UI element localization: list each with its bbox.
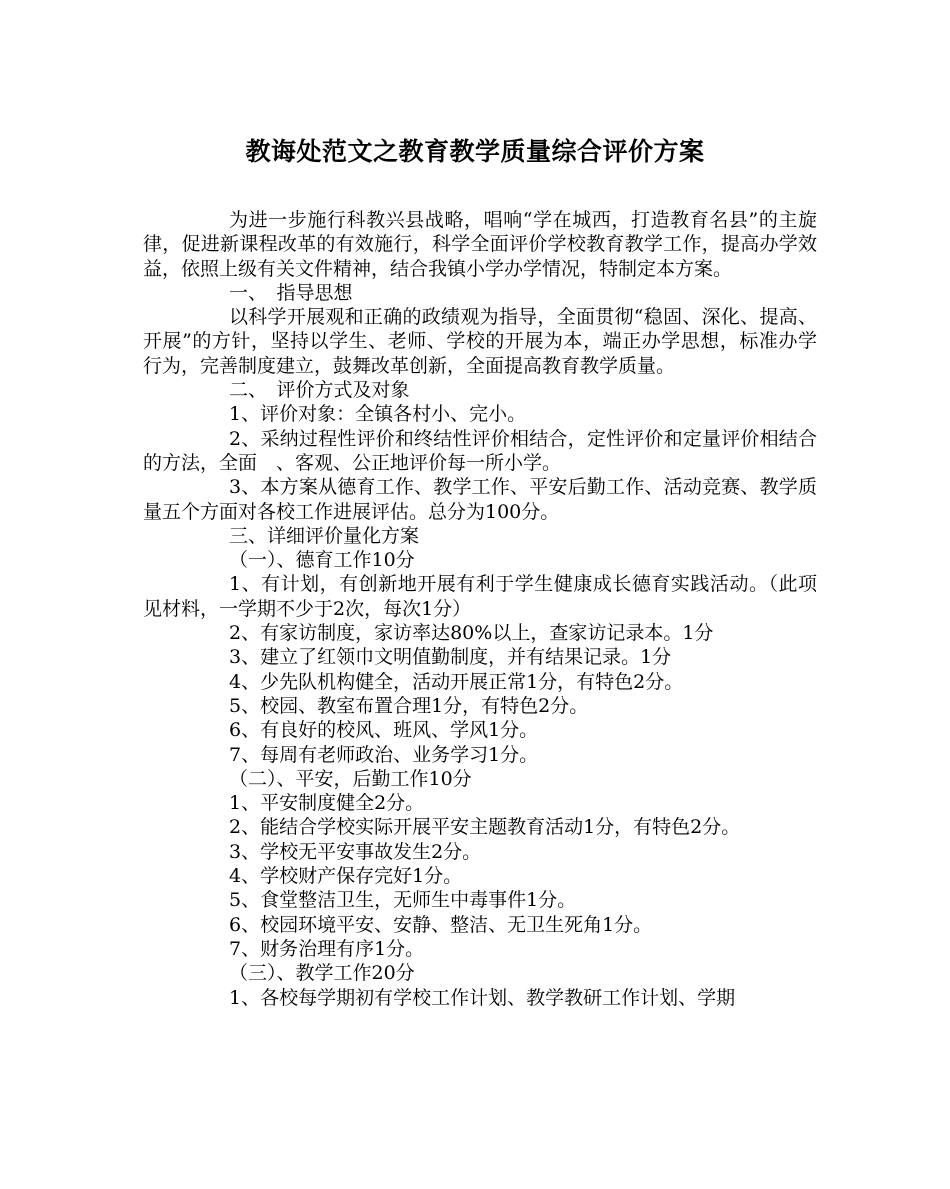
list-item: 5、食堂整洁卫生，无师生中毒事件1分。 bbox=[229, 889, 577, 912]
list-item: 4、学校财产保存完好1分。 bbox=[229, 865, 463, 888]
subsection-heading-safety-logistics: （二）、平安，后勤工作10分 bbox=[229, 767, 472, 790]
list-item: 6、校园环境平安、安静、整洁、无卫生死角1分。 bbox=[229, 913, 653, 936]
document-title: 教诲处范文之教育教学质量综合评价方案 bbox=[245, 137, 705, 166]
list-item: 1、平安制度健全2分。 bbox=[229, 792, 425, 815]
section-heading-guiding-thought: 一、 指导思想 bbox=[229, 281, 353, 304]
list-item: 3、建立了红领巾文明值勤制度，并有结果记录。1分 bbox=[229, 646, 672, 669]
list-item: 4、少先队机构健全，活动开展正常1分，有特色2分。 bbox=[229, 670, 684, 693]
section-heading-evaluation-method: 二、 评价方式及对象 bbox=[229, 379, 410, 402]
subsection-heading-moral-education: （一）、德育工作10分 bbox=[229, 549, 415, 572]
list-item: 5、校园、教室布置合理1分，有特色2分。 bbox=[229, 694, 589, 717]
list-item: 6、有良好的校风、班风、学风1分。 bbox=[229, 719, 539, 742]
list-item: 1、各校每学期初有学校工作计划、教学教研工作计划、学期 bbox=[229, 986, 736, 1009]
list-item: 7、每周有老师政治、业务学习1分。 bbox=[229, 743, 539, 766]
document-body bbox=[143, 208, 817, 1010]
list-item: 7、财务治理有序1分。 bbox=[229, 937, 425, 960]
subsection-heading-teaching: （三）、教学工作20分 bbox=[229, 962, 415, 985]
list-item: 3、学校无平安事故发生2分。 bbox=[229, 840, 482, 863]
paragraph-guiding-thought: 以科学开展观和正确的政绩观为指导，全面贯彻“稳固、深化、提高、开展”的方针，坚持以学生、老师、学校的开展为本，端正办学思想，标准办学行为，完善制度建立，鼓舞改革创新，全面提高教育教学质量。 bbox=[143, 306, 817, 377]
list-item: 2、采纳过程性评价和终结性评价相结合，定性评价和定量评价相结合的方法，全面 、客观、公正地评价每一所小学。 bbox=[143, 427, 817, 474]
list-item: 1、评价对象：全镇各村小、完小。 bbox=[229, 403, 527, 426]
list-item: 2、有家访制度，家访率达80%以上，查家访记录本。1分 bbox=[229, 622, 714, 645]
list-item: 1、有计划，有创新地开展有利于学生健康成长德育实践活动。（此项见材料，一学期不少于2次，每次1分） bbox=[143, 573, 817, 620]
section-heading-detailed-plan: 三、详细评价量化方案 bbox=[229, 524, 420, 547]
list-item: 3、本方案从德育工作、教学工作、平安后勤工作、活动竞赛、教学质量五个方面对各校工作进展评估。总分为100分。 bbox=[143, 476, 817, 523]
list-item: 2、能结合学校实际开展平安主题教育活动1分，有特色2分。 bbox=[229, 816, 741, 839]
paragraph-intro: 为进一步施行科教兴县战略，唱响“学在城西，打造教育名县”的主旋律，促进新课程改革的有效施行，科学全面评价学校教育教学工作，提高办学效益，依照上级有关文件精神，结合我镇小学办学情况，特制定本方案。 bbox=[143, 209, 817, 280]
